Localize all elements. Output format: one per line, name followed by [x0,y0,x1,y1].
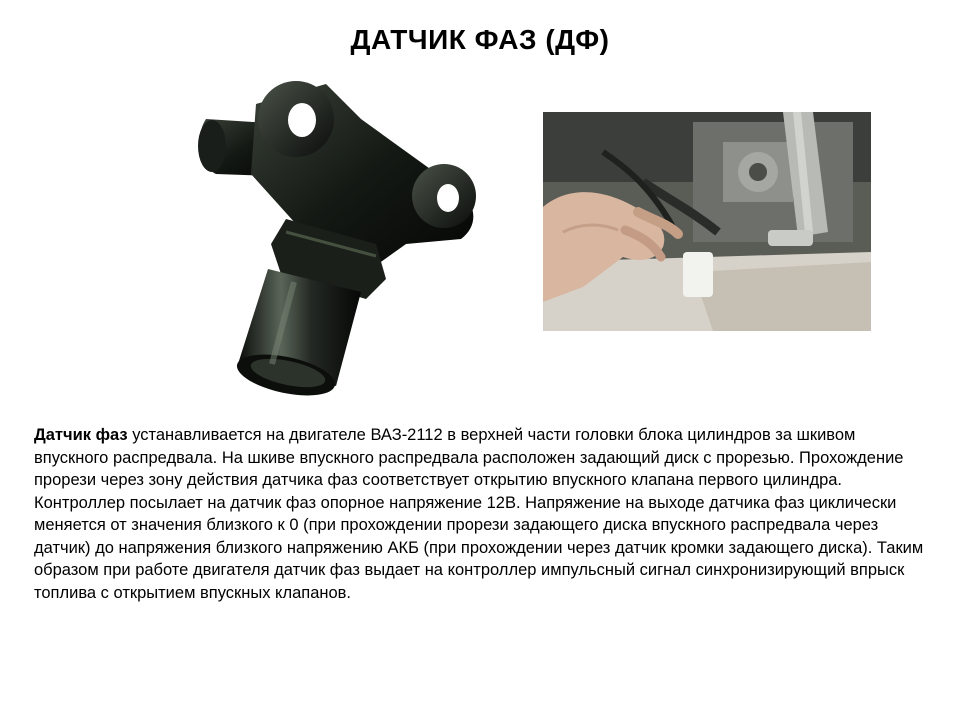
paragraph-1 [34,424,934,492]
sensor-photo [176,64,496,404]
paragraph-2: Контроллер посылает на датчик фаз опорное напряжение 12В. Напряжение на выходе датчика фаз циклически меняется от значения близкого к 0 (при прохождении прорези задающего диска впускного распредвала через датчик) до напряжения близкого напряжению АКБ (при прохождении через датчик кромки задающего диска). Таким образом при работе двигателя датчик фаз выдает на контроллер импульсный сигнал синхронизирующий впрыск топлива с открытием впускных клапанов. [34,493,924,602]
engine-photo [543,112,871,331]
description-text [34,424,934,604]
lead-term: Датчик фаз [34,426,128,444]
page-title: ДАТЧИК ФАЗ (ДФ) [350,24,610,55]
paragraph-1-text: устанавливается на двигателе ВАЗ-2112 в верхней части головки блока цилиндров за шкивом впускного распредвала. На шкиве впускного распредвала расположен задающий диск с прорезью. Прохождение прорези через зону действия датчика фаз соответствует открытию впускного клапана первого цилиндра. [34,426,904,489]
